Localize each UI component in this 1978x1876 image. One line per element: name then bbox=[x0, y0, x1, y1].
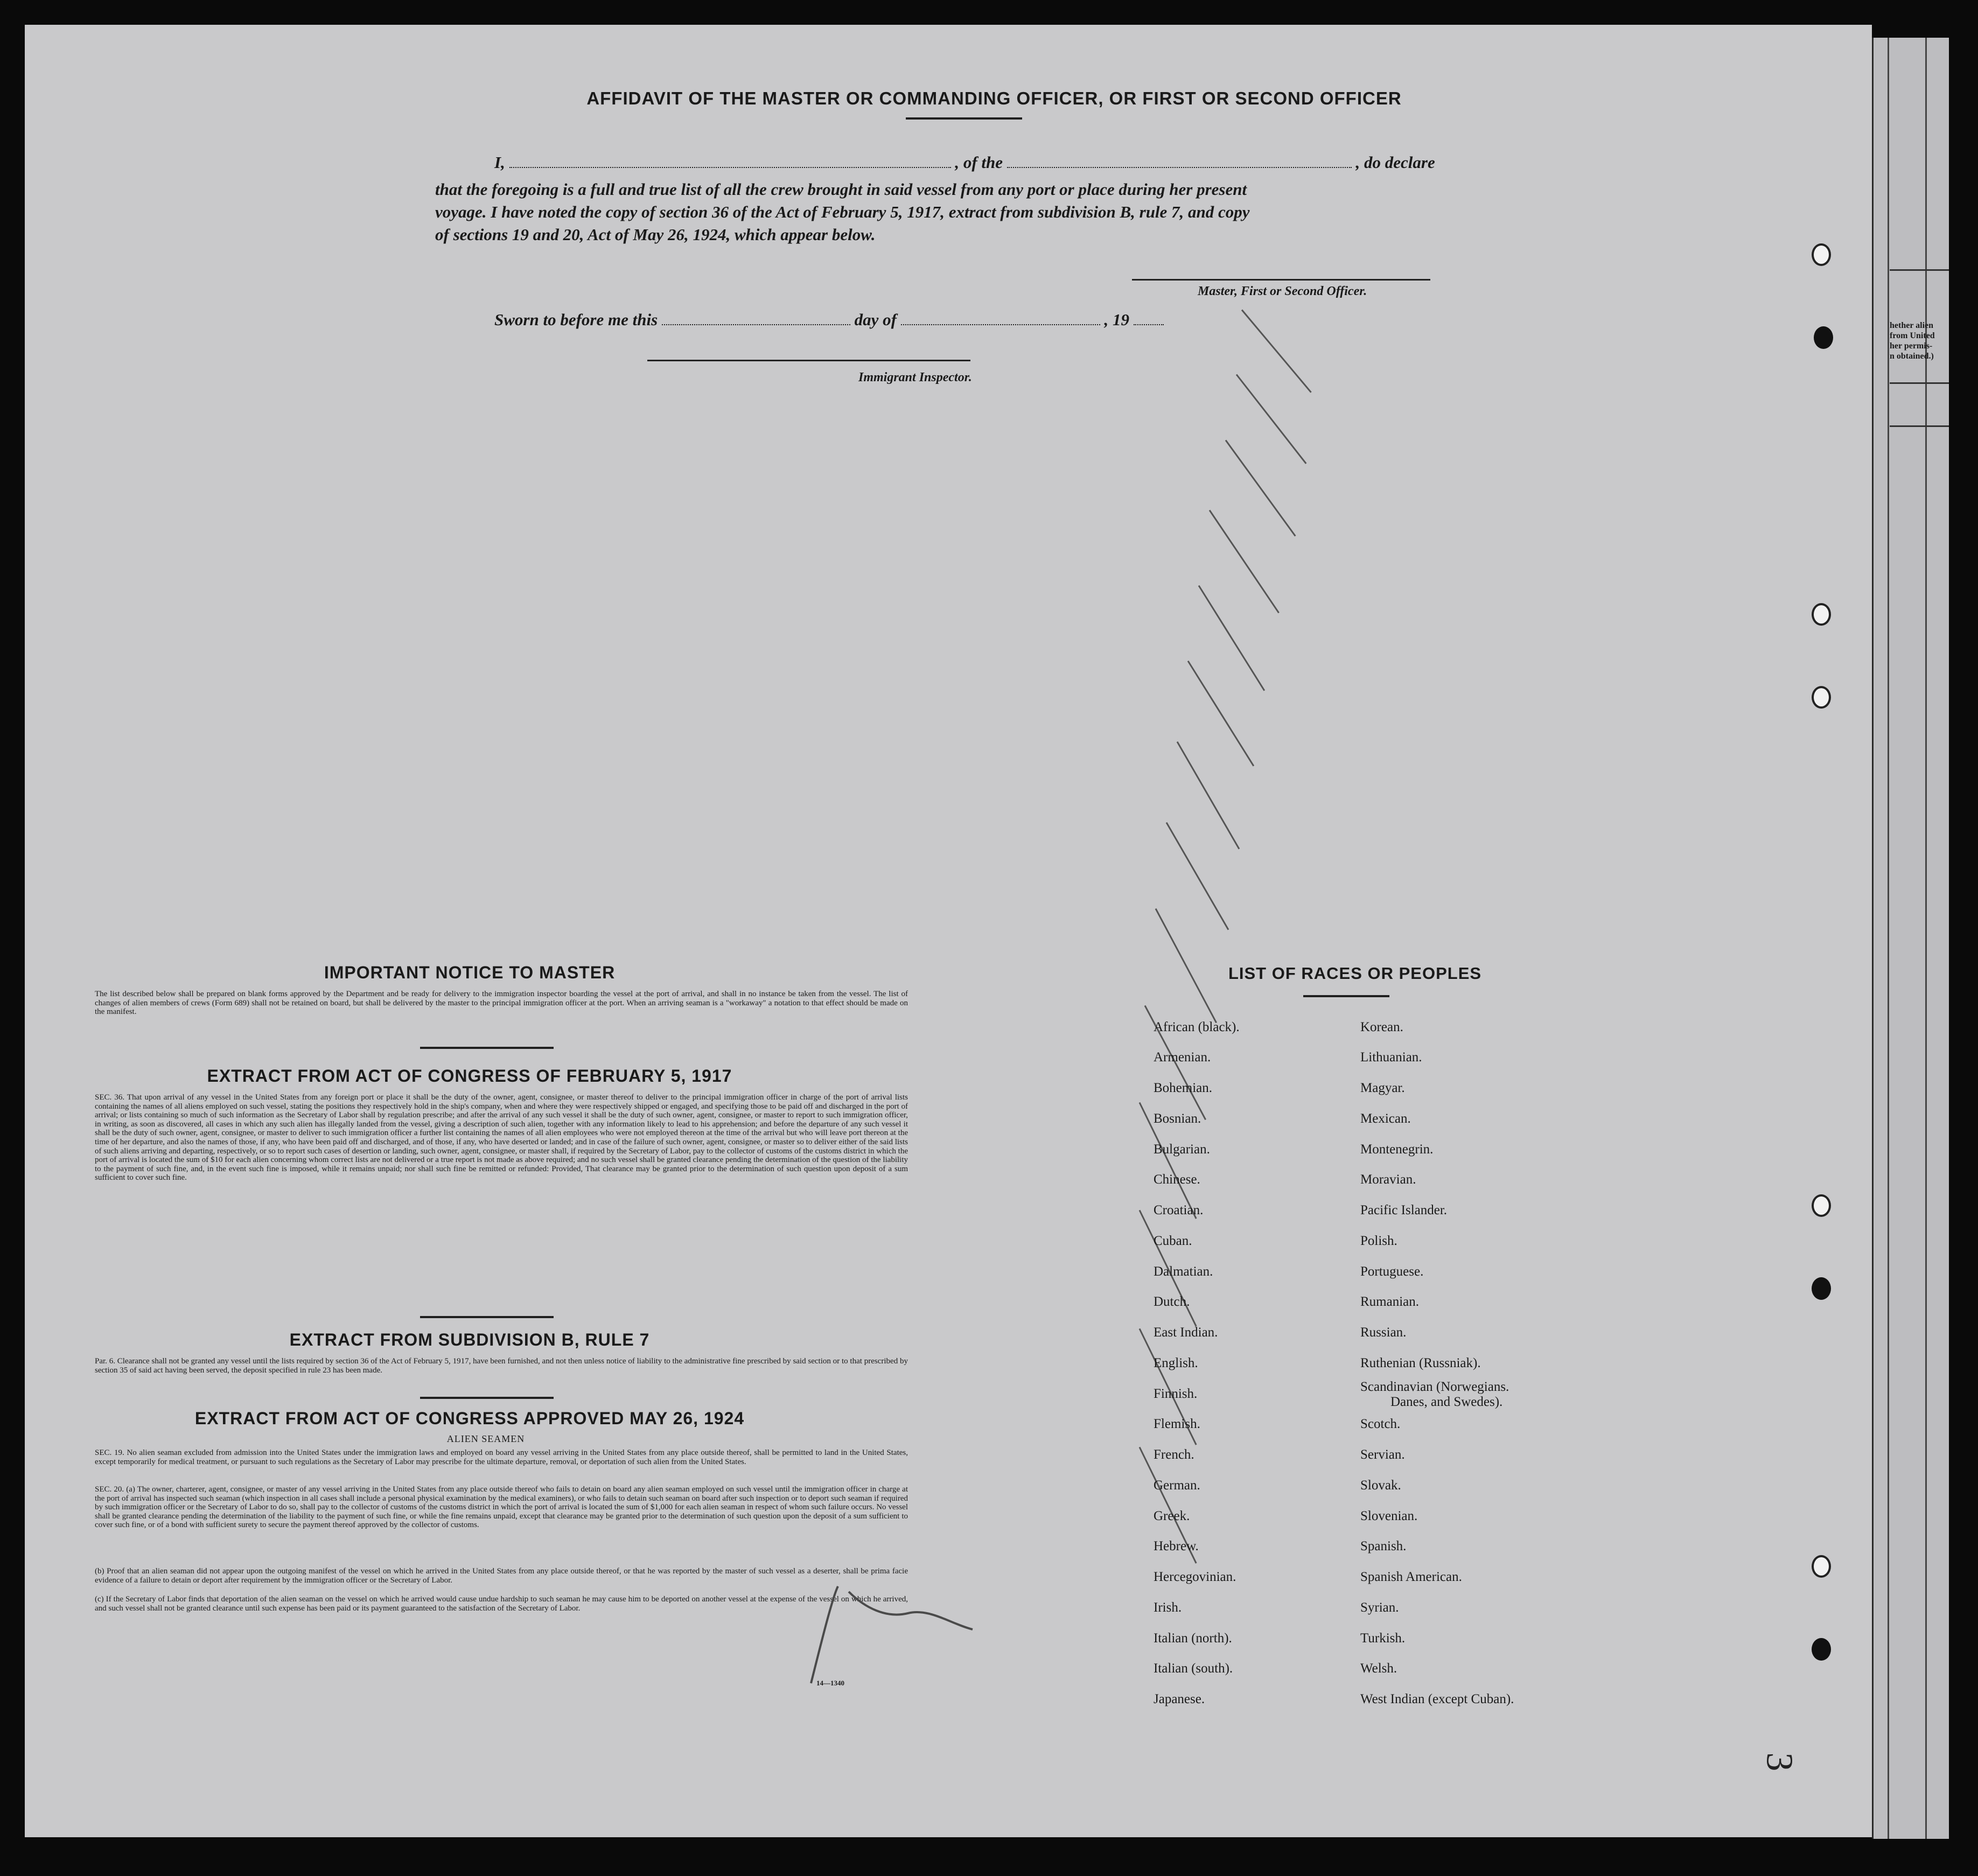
race-item: Croatian. bbox=[1154, 1203, 1204, 1217]
race-item: East Indian. bbox=[1154, 1325, 1218, 1340]
form-number: 14—1340 bbox=[816, 1679, 844, 1687]
race-item: Chinese. bbox=[1154, 1172, 1200, 1187]
race-item: Dutch. bbox=[1154, 1294, 1190, 1309]
race-item: Turkish. bbox=[1360, 1631, 1406, 1646]
affidavit-declare-label: , do declare bbox=[1355, 153, 1435, 172]
race-item: Hercegovinian. bbox=[1154, 1570, 1236, 1584]
race-item: Portuguese. bbox=[1360, 1264, 1424, 1279]
inspector-signature-caption: Immigrant Inspector. bbox=[858, 370, 972, 384]
races-title-rule bbox=[1303, 995, 1389, 997]
extract-rule7-title: EXTRACT FROM SUBDIVISION B, RULE 7 bbox=[289, 1330, 650, 1349]
edge-note-line: n obtained.) bbox=[1890, 352, 1934, 361]
notice-rule bbox=[420, 1047, 554, 1049]
affidavit-title: AFFIDAVIT OF THE MASTER OR COMMANDING OFFICER, OR FIRST OR SECOND OFFICER bbox=[586, 88, 1402, 108]
race-item: Montenegrin. bbox=[1360, 1142, 1434, 1157]
check-mark bbox=[1241, 310, 1312, 393]
binder-hole bbox=[1812, 1638, 1831, 1661]
race-item: German. bbox=[1154, 1478, 1200, 1493]
race-item: Polish. bbox=[1360, 1234, 1397, 1248]
notice-title: IMPORTANT NOTICE TO MASTER bbox=[324, 963, 616, 982]
race-item: Magyar. bbox=[1360, 1081, 1405, 1095]
affidavit-line-1: that the foregoing is a full and true list of all the crew brought in said vessel from any port or place during her present bbox=[435, 180, 1247, 199]
check-mark bbox=[1166, 822, 1229, 930]
edge-note-line: her permis- bbox=[1890, 341, 1933, 351]
binder-hole bbox=[1812, 1555, 1831, 1578]
inspector-signature-line[interactable] bbox=[647, 360, 970, 361]
affidavit-of-the-label: , of the bbox=[955, 153, 1003, 172]
master-signature-line[interactable] bbox=[1132, 279, 1430, 281]
race-item: Moravian. bbox=[1360, 1172, 1416, 1187]
check-mark bbox=[1177, 741, 1240, 850]
race-item: Dalmatian. bbox=[1154, 1264, 1213, 1279]
race-item: Mexican. bbox=[1360, 1111, 1411, 1126]
handwritten-signature bbox=[800, 1576, 994, 1694]
master-name-field[interactable] bbox=[509, 167, 951, 168]
edge-horizontal-rule bbox=[1890, 382, 1949, 384]
race-item: Slovenian. bbox=[1360, 1509, 1418, 1523]
race-item: Cuban. bbox=[1154, 1234, 1192, 1248]
race-item: Irish. bbox=[1154, 1600, 1182, 1615]
adjacent-page-edge bbox=[1872, 38, 1949, 1839]
affidavit-title-rule bbox=[906, 117, 1022, 120]
race-item-continuation: Danes, and Swedes). bbox=[1390, 1395, 1503, 1409]
affidavit-i-label: I, bbox=[494, 153, 505, 172]
year-label: , 19 bbox=[1104, 310, 1129, 329]
race-item: Finnish. bbox=[1154, 1387, 1198, 1401]
extract-1917-rule bbox=[420, 1316, 554, 1318]
race-item: French. bbox=[1154, 1447, 1194, 1462]
race-item: Lithuanian. bbox=[1360, 1050, 1422, 1065]
edge-horizontal-rule bbox=[1890, 269, 1949, 271]
race-item: Bosnian. bbox=[1154, 1111, 1201, 1126]
extract-1924-sec20b: (b) Proof that an alien seaman did not appear upon the outgoing manifest of the vessel on which he arrived in the United States from any place outside thereof, or that he was reported by the master of such vessel as a deserter, shall be prima facie evidence of a failure to detain or deport after requirement by the immigration officer or the Secretary of Labor. bbox=[95, 1567, 908, 1585]
sworn-day-field[interactable] bbox=[662, 324, 850, 325]
edge-column-note bbox=[1890, 320, 1941, 361]
extract-1917-title: EXTRACT FROM ACT OF CONGRESS OF FEBRUARY 5, 1917 bbox=[207, 1066, 732, 1086]
race-item: Ruthenian (Russniak). bbox=[1360, 1356, 1481, 1370]
affidavit-declaration-line bbox=[494, 153, 1507, 172]
sworn-line bbox=[494, 310, 1164, 330]
extract-1924-sec20c: (c) If the Secretary of Labor finds that deportation of the alien seaman on the vessel on which he arrived would cause undue hardship to such seaman he may cause him to be deported on another vessel at the expense of the vessel on which he arrived, and such vessel shall not be granted clearance until such expense has been paid or its payment guaranteed to the satisfaction of the Secretary of Labor. bbox=[95, 1595, 908, 1613]
race-item: Italian (north). bbox=[1154, 1631, 1232, 1646]
race-item: Russian. bbox=[1360, 1325, 1407, 1340]
affidavit-line-3: of sections 19 and 20, Act of May 26, 1924, which appear below. bbox=[435, 225, 876, 244]
extract-1917-text: SEC. 36. That upon arrival of any vessel in the United States from any foreign port or place it shall be the duty of the owner, agent, consignee, or master thereof to deliver to the principal immigration officer in charge of the port of arrival lists containing the names of all aliens employed on such vessel, stating the positions they respectively hold in the ship's company, when and where they were respectively shipped or engaged, and specifying those to be paid off and discharged in the port of arrival; or lists containing so much of such information as the Secretary of Labor shall by regulation prescribe; and after the arrival of any such vessel it shall be the duty of such owner, agent, consignee, or master to report to such immigration officer, in writing, as soon as discovered, all cases in which any such alien has illegally landed from the vessel, giving a description of such alien, together with any information likely to lead to his apprehension; and before the departure of any such vessel it shall be the duty of such owner, agent, consignee, or master to deliver to such immigration officer a further list containing the names of all alien employees who were not employed thereon at the time of the arrival but who will leave port thereon at the time of her departure, and also the names of those, if any, who have been paid off and discharged, and of those, if any, who have deserted or landed; and in case of the failure of such owner, agent, consignee, or master so to deliver either of the said lists of such aliens arriving and departing, respectively, or so to report such cases of desertion or landing, such owner, agent, consignee, or master shall, if required by the Secretary of Labor, pay to the collector of customs of the customs district in which the port of arrival is located the sum of $10 for each alien concerning whom correct lists are not delivered or a true report is not made as above required; and no such vessel shall be granted clearance pending the determination of the question of the liability to the payment of such fine, and, in the event such fine is imposed, while it remains unpaid; nor shall such fine be remitted or refunded: Provided, That clearance may be granted prior to the determination of such question upon deposit of a sum sufficient to cover such fine. bbox=[95, 1093, 908, 1182]
race-item: Korean. bbox=[1360, 1020, 1403, 1034]
race-item: Spanish American. bbox=[1360, 1570, 1462, 1584]
check-mark bbox=[1209, 510, 1280, 613]
binder-hole bbox=[1812, 243, 1831, 266]
master-signature-caption: Master, First or Second Officer. bbox=[1198, 284, 1367, 298]
vessel-name-field[interactable] bbox=[1007, 167, 1352, 168]
day-of-label: day of bbox=[854, 310, 897, 329]
binder-hole bbox=[1812, 603, 1831, 626]
check-mark bbox=[1198, 585, 1265, 691]
extract-rule7-text: Par. 6. Clearance shall not be granted any vessel until the lists required by section 36 of the Act of February 5, 1917, have been furnished, and not then unless notice of liability to the administrative fine prescribed by said section or to that prescribed by section 35 of said act having been served, the deposit specified in rule 23 has been made. bbox=[95, 1357, 908, 1375]
edge-vertical-rule bbox=[1925, 38, 1927, 1839]
document-sheet bbox=[25, 25, 1872, 1837]
race-item: Italian (south). bbox=[1154, 1661, 1233, 1676]
race-item: Slovak. bbox=[1360, 1478, 1401, 1493]
race-item: Hebrew. bbox=[1154, 1539, 1199, 1553]
binder-hole bbox=[1812, 1277, 1831, 1300]
race-item: Pacific Islander. bbox=[1360, 1203, 1448, 1217]
binder-hole bbox=[1812, 1194, 1831, 1217]
notice-text: The list described below shall be prepared on blank forms approved by the Department and be ready for delivery to the immigration inspector boarding the vessel at the port of arrival, and shall in no instance be taken from the vessel. The list of changes of alien members of crews (Form 689) shall not be retained on board, but shall be delivered by the master to the principal immigration officer at the port. When an arriving seaman is a "workaway" a notation to that effect should be made on the manifest. bbox=[95, 990, 908, 1017]
binder-hole bbox=[1812, 686, 1831, 709]
race-item: Rumanian. bbox=[1360, 1294, 1420, 1309]
race-item: Spanish. bbox=[1360, 1539, 1407, 1553]
sworn-month-field[interactable] bbox=[901, 324, 1100, 325]
extract-rule7-rule bbox=[420, 1397, 554, 1399]
race-item: Bohemian. bbox=[1154, 1081, 1213, 1095]
race-item: Armenian. bbox=[1154, 1050, 1211, 1065]
edge-horizontal-rule bbox=[1890, 425, 1949, 427]
check-mark bbox=[1225, 440, 1296, 537]
race-item: Japanese. bbox=[1154, 1692, 1205, 1706]
sworn-year-field[interactable] bbox=[1134, 324, 1164, 325]
races-title: LIST OF RACES OR PEOPLES bbox=[1228, 964, 1482, 983]
binder-hole bbox=[1814, 326, 1833, 349]
extract-1924-subtitle: ALIEN SEAMEN bbox=[446, 1433, 525, 1444]
race-item: Greek. bbox=[1154, 1509, 1190, 1523]
race-item: Scandinavian (Norwegians. bbox=[1360, 1380, 1509, 1394]
affidavit-line-2: voyage. I have noted the copy of section 36 of the Act of February 5, 1917, extract from subdivision B, rule 7, and copy bbox=[435, 202, 1250, 221]
race-item: English. bbox=[1154, 1356, 1198, 1370]
extract-1924-sec19: SEC. 19. No alien seaman excluded from admission into the United States under the immigration laws and employed on board any vessel arriving in the United States from any place outside thereof, shall be permitted to land in the United States, except temporarily for medical treatment, or pursuant to such regulations as the Secretary of Labor may prescribe for the ultimate departure, removal, or deportation of such alien from the United States. bbox=[95, 1448, 908, 1466]
extract-1924-sec20a: SEC. 20. (a) The owner, charterer, agent, consignee, or master of any vessel arriving in the United States from any place outside thereof who fails to detain on board any alien seaman employed on such vessel until the immigration officer in charge at the port of arrival has inspected such seaman (which inspection in all cases shall include a personal physical examination by the medical examiners), or who fails to detain such seaman on board after such inspection or to deport such seaman if required by such immigration officer or the Secretary of Labor to do so, shall pay to the collector of customs of the customs district in which the port of arrival is located the sum of $1,000 for each alien seaman in respect of whom such failure occurs. No vessel shall be granted clearance pending the determination of the liability to the payment of such fine, or while the fine remains unpaid, except that clearance may be granted prior to the determination of such question upon the deposit of a sum sufficient to cover such fine, or of a bond with sufficient surety to secure the payment thereof approved by the collector of customs. bbox=[95, 1485, 908, 1530]
race-item: Syrian. bbox=[1360, 1600, 1399, 1615]
extract-1924-title: EXTRACT FROM ACT OF CONGRESS APPROVED MAY 26, 1924 bbox=[194, 1409, 745, 1428]
edge-note-line: from United bbox=[1890, 331, 1935, 340]
sworn-label: Sworn to before me this bbox=[494, 310, 658, 329]
race-item: Bulgarian. bbox=[1154, 1142, 1210, 1157]
race-item: Servian. bbox=[1360, 1447, 1405, 1462]
race-item: Welsh. bbox=[1360, 1661, 1397, 1676]
check-mark bbox=[1236, 374, 1307, 464]
edge-note-line: hether alien bbox=[1890, 321, 1934, 330]
race-item: Scotch. bbox=[1360, 1417, 1401, 1431]
race-item: African (black). bbox=[1154, 1020, 1240, 1034]
edge-vertical-rule bbox=[1888, 38, 1889, 1839]
race-item: Flemish. bbox=[1154, 1417, 1200, 1431]
race-item: West Indian (except Cuban). bbox=[1360, 1692, 1514, 1706]
check-mark bbox=[1187, 661, 1254, 767]
handwritten-page-number: 3 bbox=[1758, 1752, 1800, 1772]
